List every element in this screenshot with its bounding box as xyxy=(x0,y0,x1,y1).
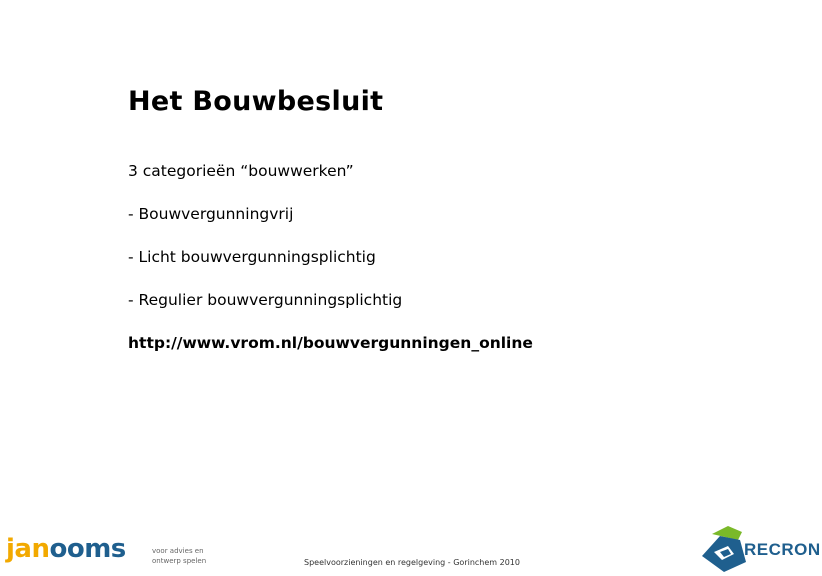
janooms-logo xyxy=(6,536,126,562)
recron-logo-text: RECRON xyxy=(744,540,821,559)
bullet-licht-bouwvergunningsplichtig: - Licht bouwvergunningsplichtig xyxy=(128,248,376,266)
tagline-line-2: ontwerp spelen xyxy=(152,557,207,565)
tagline-line-1: voor advies en xyxy=(152,547,204,555)
slide-title: Het Bouwbesluit xyxy=(128,86,384,117)
janooms-logo-jan: jan xyxy=(6,534,50,564)
bullet-regulier-bouwvergunningsplichtig: - Regulier bouwvergunningsplichtig xyxy=(128,291,403,309)
intro-line: 3 categorieën “bouwwerken” xyxy=(128,162,354,180)
bullet-bouwvergunningvrij: - Bouwvergunningvrij xyxy=(128,205,294,223)
footer-text: Speelvoorzieningen en regelgeving - Gorinchem 2010 xyxy=(304,558,520,567)
vrom-link[interactable]: http://www.vrom.nl/bouwvergunningen_online xyxy=(128,334,533,352)
janooms-tagline xyxy=(152,546,206,566)
janooms-logo-ooms: ooms xyxy=(49,534,126,564)
